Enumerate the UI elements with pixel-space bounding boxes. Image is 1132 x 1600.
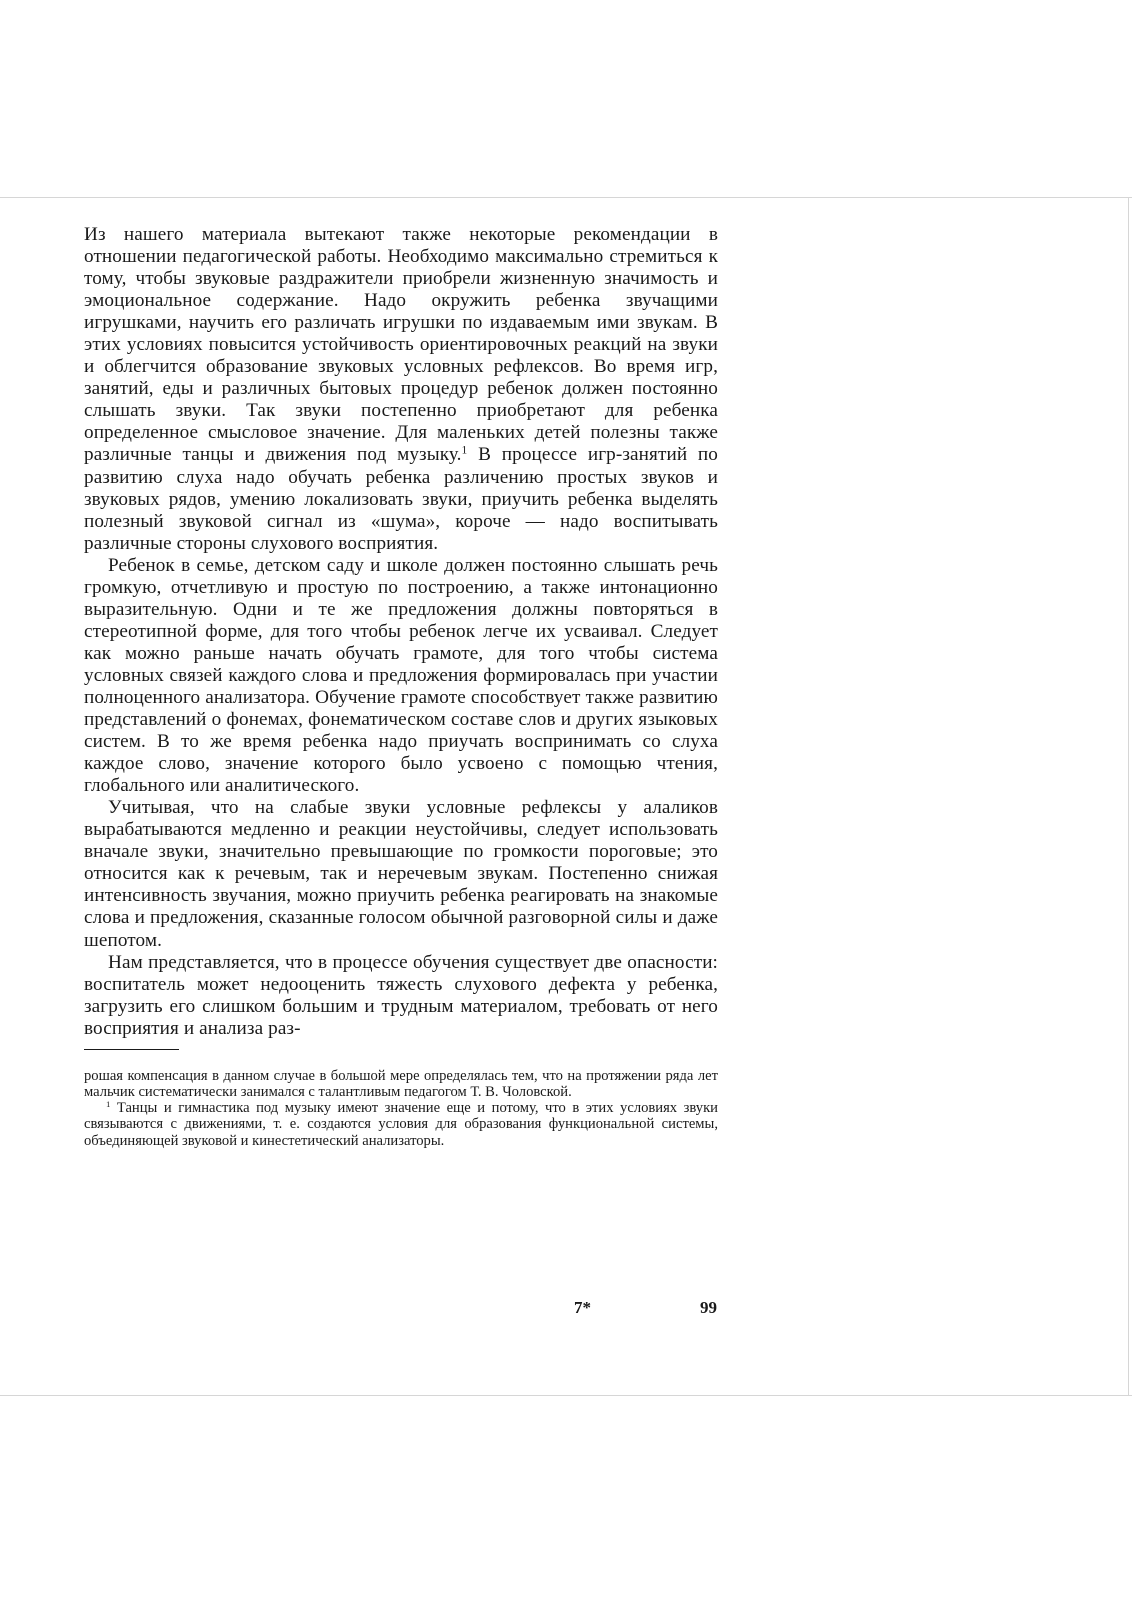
paragraph-2: Ребенок в семье, детском саду и школе должен постоянно слышать речь громкую, отчетливую и простую по построению, а также интонационно выразительную. Одни и те же предложения должны повторяться в стереотипной форме, для того чтобы ребенок легче их усваивал. Следует как можно раньше начать обучать грамоте, для того чтобы система условных связей каждого слова и предложения формировалась при участии полноценного анализатора. Обучение грамоте способствует также развитию представлений о фонемах, фонематическом составе слов и других языковых систем. В то же время ребенка надо приучать воспринимать со слуха каждое слово, значение которого было усвоено с помощью чтения, глобального или аналитического. xyxy=(84,554,718,797)
book-page xyxy=(84,224,718,1149)
paragraph-4: Нам представляется, что в процессе обучения существует две опасности: воспитатель может недооценить тяжесть слухового дефекта у ребенка, загрузить его слишком большим и трудным материалом, требовать от него восприятия и анализа раз- xyxy=(84,951,718,1039)
footnote-ref-1[interactable]: 1 xyxy=(461,445,468,458)
footnote-1 xyxy=(84,1100,718,1149)
footnote-continued: рошая компенсация в данном случае в большой мере определялась тем, что на протяжении ряда лет мальчик систематически занимался с талантливым педагогом Т. В. Чоловской. xyxy=(84,1067,718,1100)
signature-mark: 7* xyxy=(574,1298,591,1317)
footnote-separator xyxy=(84,1049,179,1050)
footnotes xyxy=(84,1068,718,1149)
paragraph-1-continuation: В процессе игр-занятий по развитию слуха надо обучать ребенка различению простых звуков и звуковых рядов, умению локализовать звуки, приучить ребенка выделять полезный звуковой сигнал из «шума», короче — надо воспитывать различные стороны слухового восприятия. xyxy=(84,444,718,554)
footnote-1-marker: 1 xyxy=(106,1099,111,1110)
scan-bottom-edge xyxy=(0,1395,1132,1396)
paragraph-1-text: Из нашего материала вытекают также некоторые рекомендации в отношении педагогической работы. Необходимо максимально стремиться к тому, чтобы звуковые раздражители приобрели жизненную значимость и эмоциональное содержание. Надо окружить ребенка звучащими игрушками, научить его различать игрушки по издаваемым ими звукам. В этих условиях повысится устойчивость ориентировочных реакций на звуки и облегчится образование звуковых условных рефлексов. Во время игр, занятий, еды и различных бытовых процедур ребенок должен постоянно слышать звуки. Так звуки постепенно приобретают для ребенка определенное смысловое значение. Для маленьких детей полезны также различные танцы и движения под музыку. xyxy=(84,224,718,466)
main-text xyxy=(84,224,718,1040)
paragraph-1 xyxy=(84,224,718,555)
footnote-1-text: Танцы и гимнастика под музыку имеют значение еще и потому, что в этих условиях звуки связываются с движениями, т. е. создаются условия для образования функциональной системы, объединяющей звуковой и кинестетический анализаторы. xyxy=(84,1100,718,1149)
paragraph-3: Учитывая, что на слабые звуки условные рефлексы у алаликов вырабатываются медленно и реакции неустойчивы, следует использовать вначале звуки, значительно превышающие по громкости пороговые; это относится как к речевым, так и неречевым звукам. Постепенно снижая интенсивность звучания, можно приучить ребенка реагировать на знакомые слова и предложения, сказанные голосом обычной разговорной силы и даже шепотом. xyxy=(84,797,718,951)
page-number: 99 xyxy=(700,1298,717,1317)
scan-right-edge xyxy=(1128,197,1129,1395)
scan-top-edge xyxy=(0,197,1132,198)
